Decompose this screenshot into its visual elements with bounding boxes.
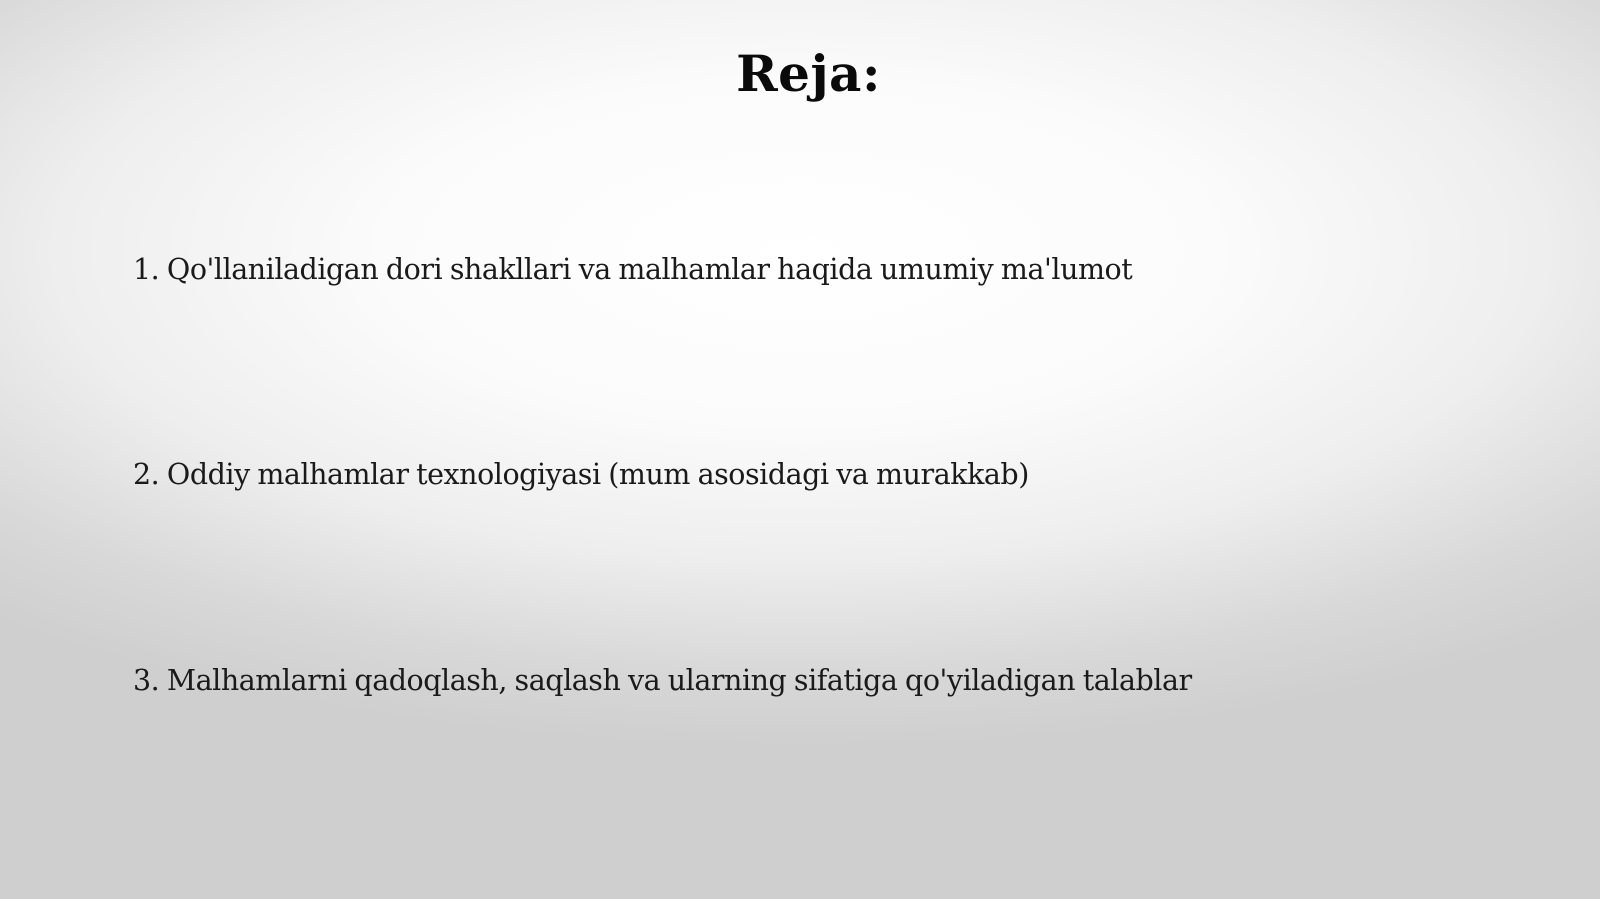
- slide-title: Reja:: [736, 44, 881, 103]
- plan-item-2: 2. Oddiy malhamlar texnologiyasi (mum asosidagi va murakkab): [133, 458, 1029, 491]
- plan-item-1: 1. Qo'llaniladigan dori shakllari va malhamlar haqida umumiy ma'lumot: [133, 253, 1133, 286]
- plan-item-3: 3. Malhamlarni qadoqlash, saqlash va ularning sifatiga qo'yiladigan talablar: [133, 664, 1192, 697]
